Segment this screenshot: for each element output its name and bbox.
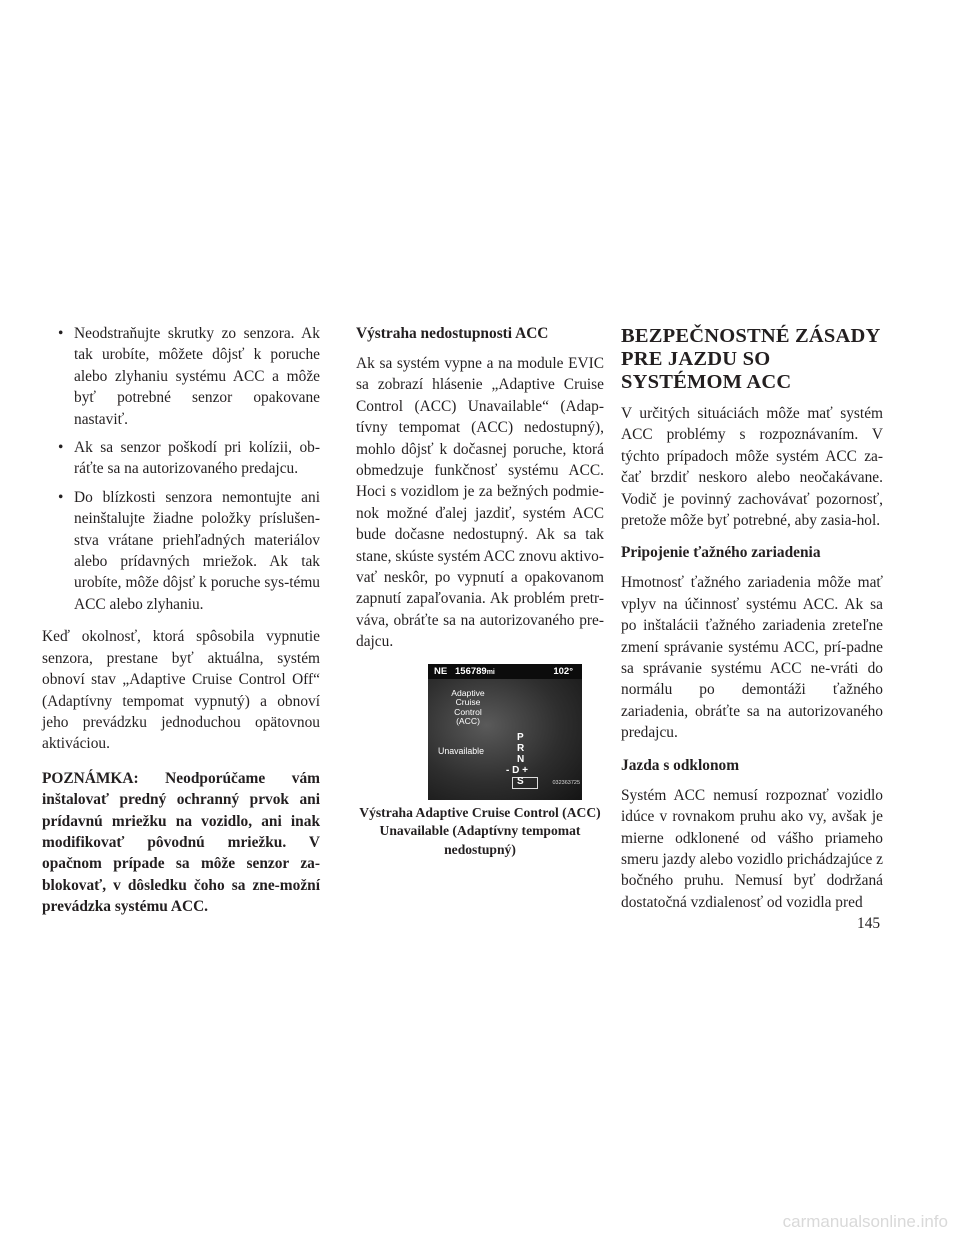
right-column (621, 323, 883, 913)
subheading: Výstraha nedostupnosti ACC (356, 325, 549, 342)
page-number: 145 (857, 915, 881, 932)
gear-p: P (517, 731, 524, 743)
bullet-item: • Do blízkosti senzora nemontujte ani neinštalujte žiadne položky príslušen-stva vrátane priehľadných materiálov alebo prídavných mriežok. Ak tak urobíte, môže dôjsť k poruche sys-tému ACC alebo zlyhaniu. (42, 487, 320, 615)
paragraph: Keď okolnosť, ktorá spôsobila vypnutie senzora, prestane byť aktuálna, systém obnoví stav „Adaptive Cruise Control Off“ (Adaptívny tempomat vypnutý) a obnoví jeho prevádzku jednoduchou opätovnou aktiváciou. (42, 628, 320, 753)
gear-s: S (517, 775, 524, 787)
image-code: 032363725 (552, 779, 580, 786)
unavailable-status: Unavailable (438, 745, 484, 756)
acc-label: Adaptive Cruise Control (ACC) (451, 687, 485, 727)
odometer: 156789mi (455, 665, 495, 677)
bullet-item: • Ak sa senzor poškodí pri kolízii, ob-ráťte sa na autorizovaného predajcu. (42, 437, 320, 480)
temperature: 102° (553, 665, 573, 677)
figure-caption: Výstraha Adaptive Cruise Control (ACC) Unavailable (Adaptívny tempomat nedostupný) (359, 804, 601, 857)
subheading: Pripojenie ťažného zariadenia (621, 544, 821, 562)
subheading: Jazda s odklonom (621, 756, 740, 774)
bullet-item: • Neodstraňujte skrutky zo senzora. Ak tak urobíte, môžete dôjsť k poruche alebo zlyhaniu systému ACC a môže byť potrebné senzor opakovane nastaviť. (42, 323, 320, 430)
gear-r: R (517, 742, 525, 754)
section-heading: BEZPEČNOSTNÉ ZÁSADY PRE JAZDU SO SYSTÉMOM ACC (621, 325, 881, 393)
note-paragraph: POZNÁMKA: Neodporúčame vám inštalovať predný ochranný prvok ani prídavnú mriežku na vozidlo, ani inak modifikovať pôvodnú mriežku. V opačnom prípade sa môže senzor za-blokovať, v dôsledku čoho sa zne-možní prevádzka systému ACC. (42, 769, 320, 916)
middle-column (356, 323, 604, 859)
instrument-cluster-image (428, 664, 582, 800)
paragraph: V určitých situáciách môže mať systém ACC problémy s rozpoznávaním. V týchto prípadoch môže systém ACC za-čať brzdiť neskoro alebo neočakávane. Vodič je povinný zachovávať pozornosť, pretože môže byť potrebné, aby zasia-hol. (621, 405, 883, 530)
cluster-top-bar (428, 664, 582, 679)
left-column (42, 323, 320, 918)
compass-direction: NE (434, 665, 448, 677)
gear-selected-box (512, 777, 538, 789)
gear-n: N (517, 753, 525, 765)
watermark: carmanualsonline.info (782, 1212, 948, 1231)
gear-d: - D + (506, 764, 528, 776)
paragraph: Hmotnosť ťažného zariadenia môže mať vplyv na účinnosť systému ACC. Ak sa po inštalácii ťažného zariadenia zreteľne zmení správanie systému ACC, prí-padne sa správanie systému ACC ne-vráti do normálu po demontáži ťažného zariadenia, obráťte sa na autorizovaného predajcu. (621, 574, 883, 742)
paragraph: Systém ACC nemusí rozpoznať vozidlo idúce v rovnakom pruhu ako vy, avšak je mierne odklonené od vášho priameho smeru jazdy alebo vozidlo prichádzajúce z bočného pruhu. Nemusí byť dodržaná dostatočná vzdialenosť od vozidla pred (621, 786, 883, 911)
paragraph: Ak sa systém vypne a na module EVIC sa zobrazí hlásenie „Adaptive Cruise Control (ACC) Unavailable“ (Adap-tívny tempomat (ACC) nedostupný), mohlo dôjsť k dočasnej poruche, ktorá obmedzuje funkčnosť systému ACC. Hoci s vozidlom je za bežných podmie-nok možné ďalej jazdiť, systém ACC bude dočasne nedostupný. Ak sa tak stane, skúste systém ACC znovu aktivo-vať neskôr, po vypnutí a opakovanom zapnutí zapaľovania. Ak problém pretr-váva, obráťte sa na autorizovaného pre-dajcu. (356, 355, 604, 651)
